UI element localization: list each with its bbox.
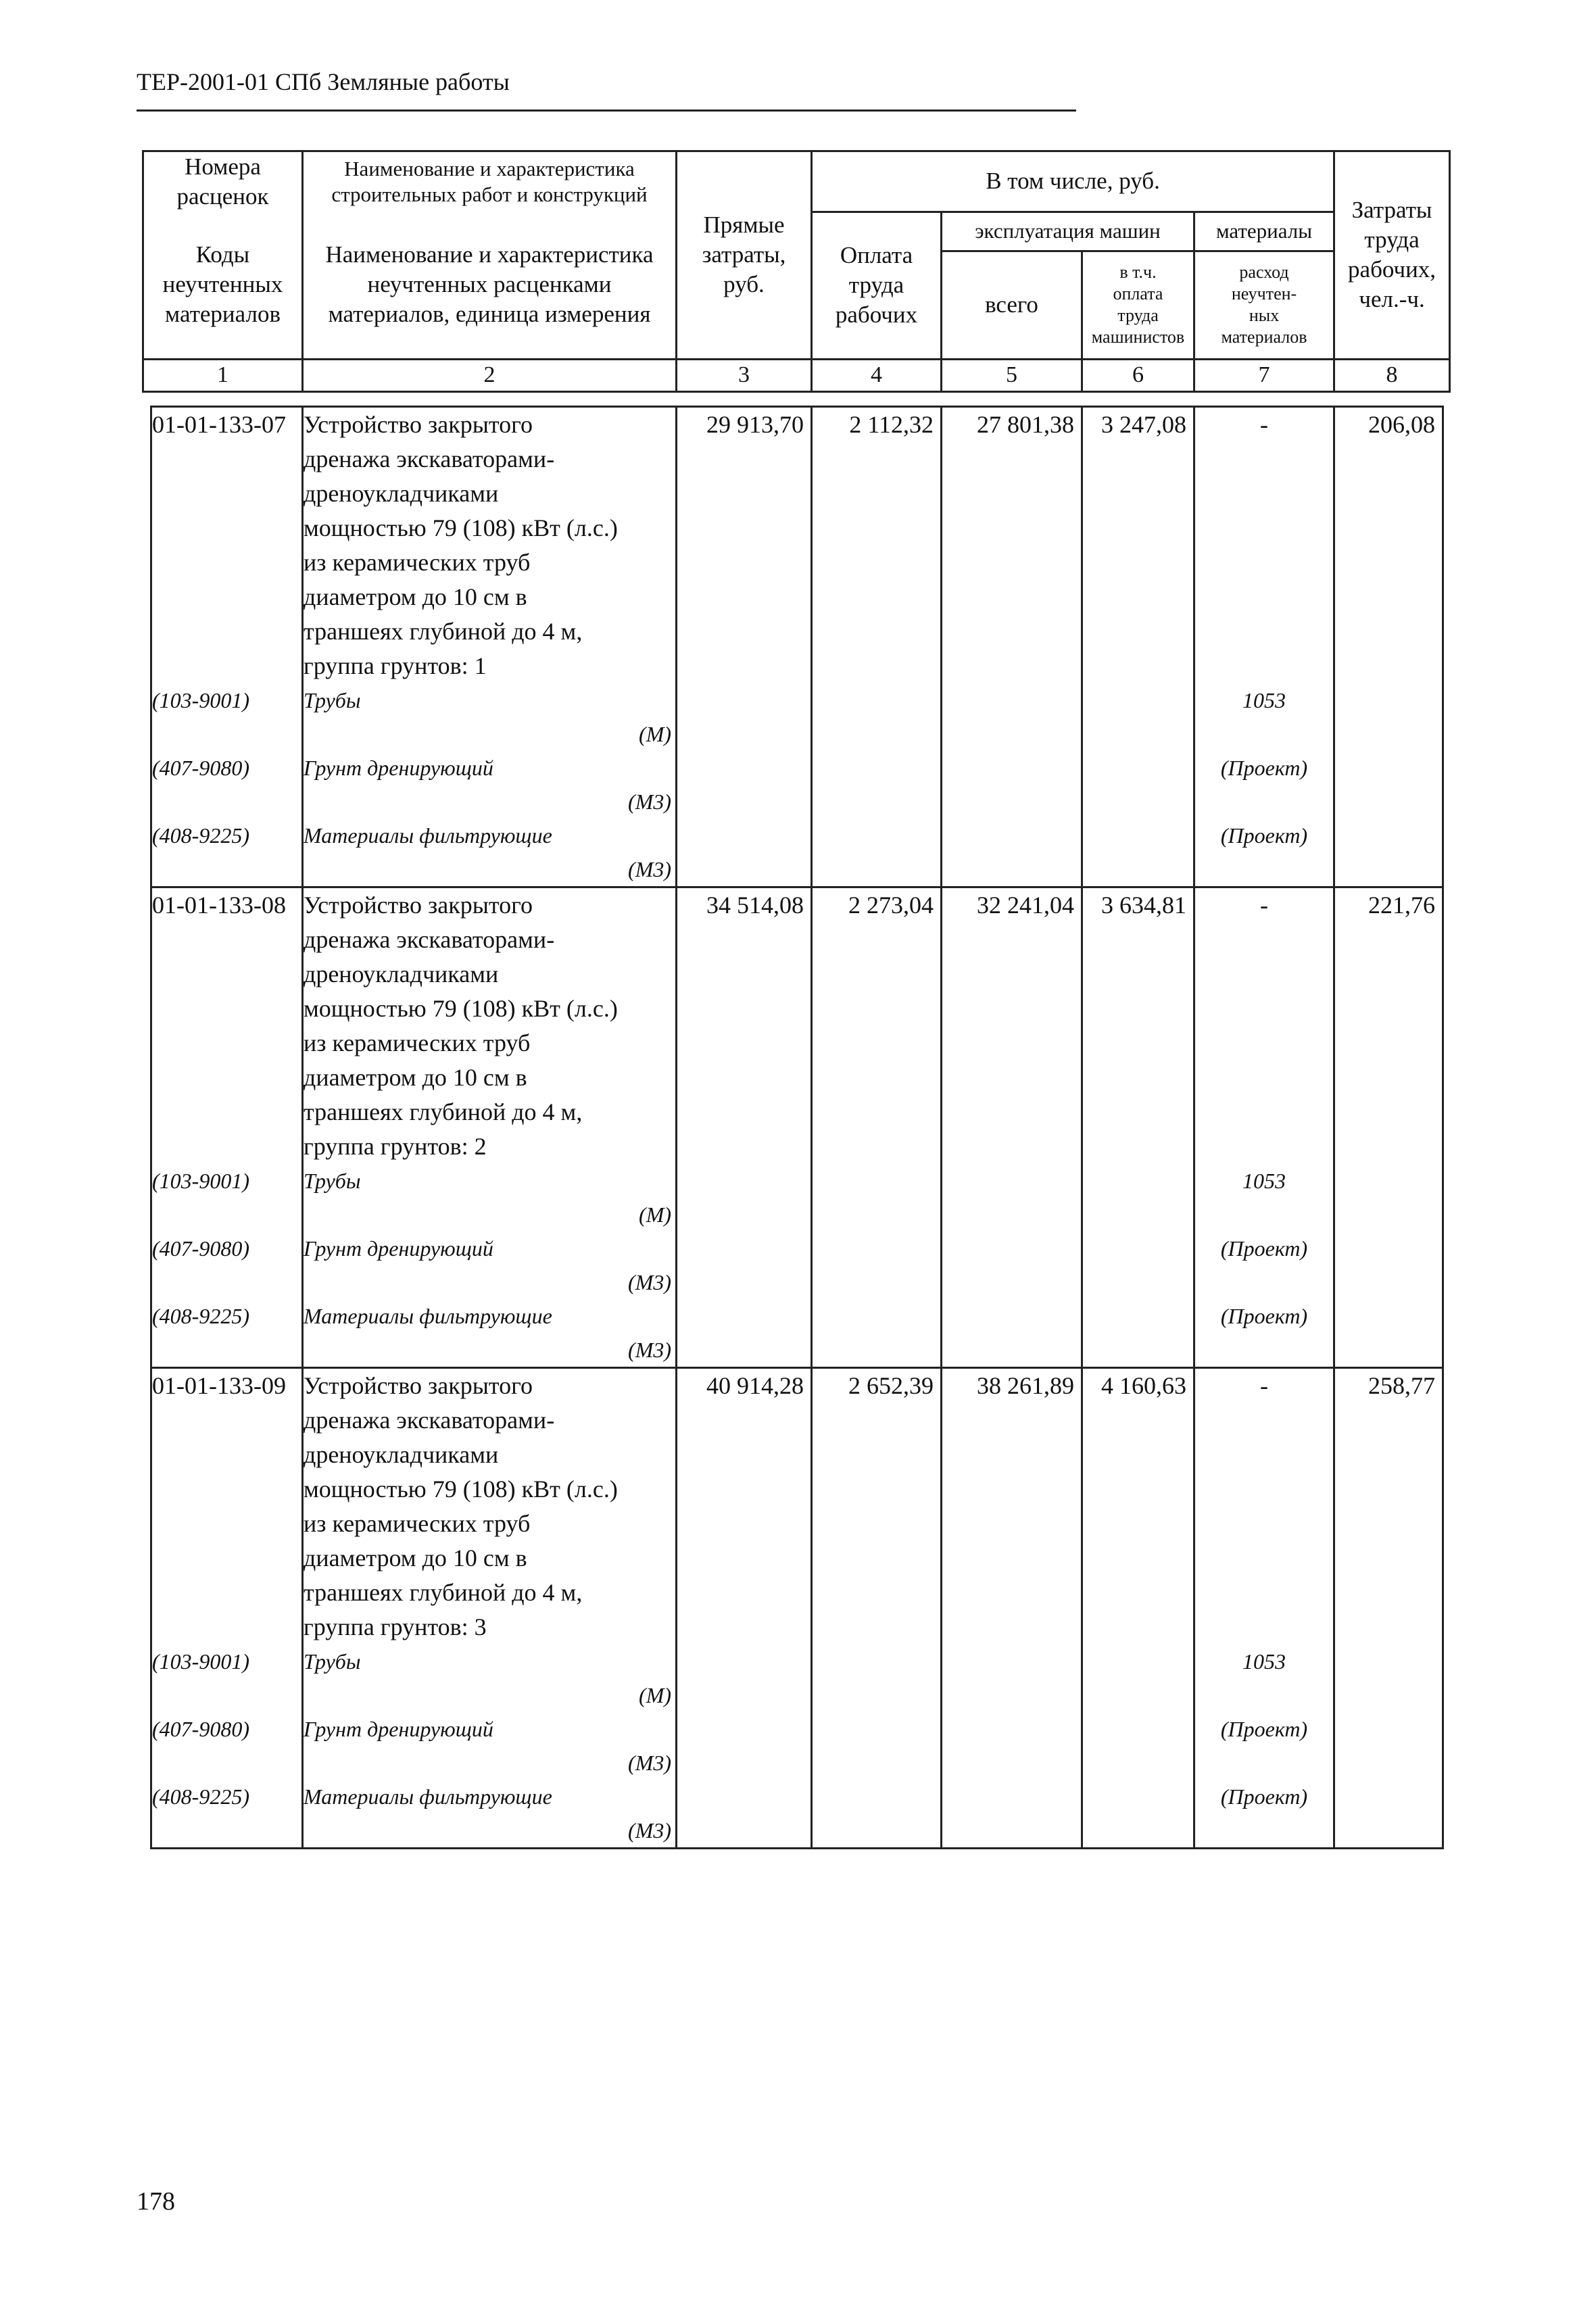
empty-cell xyxy=(942,1644,1082,1712)
description-line: дреноукладчиками xyxy=(304,1441,499,1468)
table-row xyxy=(151,1368,1443,1645)
rate-code: 01-01-133-08 xyxy=(151,887,303,1165)
operator-wages: 4 160,63 xyxy=(1082,1368,1194,1645)
description-line: траншеях глубиной до 4 м, xyxy=(304,1579,583,1606)
materials-cost: - xyxy=(1194,407,1334,684)
empty-cell xyxy=(942,819,1082,887)
material-name-text: Трубы xyxy=(304,1169,361,1193)
description-line: из керамических труб xyxy=(304,1510,531,1537)
description-line: дренажа экскаваторами- xyxy=(304,445,555,472)
empty-cell xyxy=(677,1780,812,1849)
material-code: (408-9225) xyxy=(151,1780,303,1849)
material-code: (408-9225) xyxy=(151,819,303,887)
empty-cell xyxy=(677,1712,812,1780)
material-unit: (М3) xyxy=(628,1338,671,1362)
machines-total: 27 801,38 xyxy=(942,407,1082,684)
empty-cell xyxy=(677,1164,812,1232)
worker-wages: 2 112,32 xyxy=(812,407,942,684)
empty-cell xyxy=(942,1232,1082,1299)
empty-cell xyxy=(1082,1644,1194,1712)
column-number: 1 xyxy=(143,359,303,391)
direct-costs: 34 514,08 xyxy=(677,887,812,1165)
empty-cell xyxy=(1082,1164,1194,1232)
column-number: 3 xyxy=(677,359,812,391)
empty-cell xyxy=(1334,1299,1443,1368)
material-quantity: (Проект) xyxy=(1194,1299,1334,1368)
description-line: группа грунтов: 3 xyxy=(304,1613,487,1640)
column-number: 7 xyxy=(1194,359,1334,391)
header-machines-total: всего xyxy=(942,251,1082,359)
description-line: Устройство закрытого xyxy=(304,411,533,438)
material-name xyxy=(303,1232,677,1299)
material-name-text: Материалы фильтрующие xyxy=(304,823,552,848)
empty-cell xyxy=(812,819,942,887)
empty-cell xyxy=(942,683,1082,751)
operator-wages: 3 247,08 xyxy=(1082,407,1194,684)
material-quantity: (Проект) xyxy=(1194,1712,1334,1780)
column-header-table xyxy=(142,150,1451,393)
empty-cell xyxy=(1334,1164,1443,1232)
material-row xyxy=(151,1780,1443,1849)
material-row xyxy=(151,1299,1443,1368)
description-line: дренажа экскаваторами- xyxy=(304,926,555,953)
material-code: (407-9080) xyxy=(151,1232,303,1299)
empty-cell xyxy=(677,1232,812,1299)
description-line: мощностью 79 (108) кВт (л.с.) xyxy=(304,995,618,1022)
header-unaccounted-codes: Коды неучтенных материалов xyxy=(143,212,303,359)
empty-cell xyxy=(812,1780,942,1849)
material-row xyxy=(151,1644,1443,1712)
worker-wages: 2 273,04 xyxy=(812,887,942,1165)
description-line: дреноукладчиками xyxy=(304,480,499,507)
work-description xyxy=(303,407,677,684)
header-group-including: В том числе, руб. xyxy=(812,151,1334,212)
material-name xyxy=(303,819,677,887)
material-name xyxy=(303,1164,677,1232)
column-number: 4 xyxy=(812,359,942,391)
column-number: 2 xyxy=(303,359,677,391)
material-name xyxy=(303,751,677,819)
description-line: диаметром до 10 см в xyxy=(304,1064,527,1091)
empty-cell xyxy=(812,1644,942,1712)
empty-cell xyxy=(1334,683,1443,751)
material-name-text: Грунт дренирующий xyxy=(304,756,493,780)
header-direct-costs: Прямые затраты, руб. xyxy=(677,151,812,360)
empty-cell xyxy=(677,1644,812,1712)
material-name-text: Материалы фильтрующие xyxy=(304,1304,552,1328)
empty-cell xyxy=(1334,1780,1443,1849)
empty-cell xyxy=(1334,1712,1443,1780)
empty-cell xyxy=(677,751,812,819)
empty-cell xyxy=(1334,751,1443,819)
work-description xyxy=(303,887,677,1165)
document-title: ТЕР-2001-01 СПб Земляные работы xyxy=(137,68,510,95)
work-description xyxy=(303,1368,677,1645)
material-quantity: (Проект) xyxy=(1194,1780,1334,1849)
material-name-text: Грунт дренирующий xyxy=(304,1236,493,1261)
material-name-text: Материалы фильтрующие xyxy=(304,1784,552,1809)
description-line: из керамических труб xyxy=(304,1029,531,1056)
rate-code: 01-01-133-09 xyxy=(151,1368,303,1645)
empty-cell xyxy=(1082,1299,1194,1368)
description-line: диаметром до 10 см в xyxy=(304,1544,527,1571)
description-line: мощностью 79 (108) кВт (л.с.) xyxy=(304,514,618,541)
material-code: (407-9080) xyxy=(151,751,303,819)
header-operator-wages: в т.ч. оплата труда машинистов xyxy=(1082,251,1194,359)
material-row xyxy=(151,1712,1443,1780)
material-quantity: (Проект) xyxy=(1194,819,1334,887)
material-unit: (М) xyxy=(639,722,671,746)
empty-cell xyxy=(1082,1712,1194,1780)
rate-code: 01-01-133-07 xyxy=(151,407,303,684)
description-line: Устройство закрытого xyxy=(304,892,533,919)
empty-cell xyxy=(942,751,1082,819)
material-quantity: 1053 xyxy=(1194,1644,1334,1712)
table-row xyxy=(151,887,1443,1165)
empty-cell xyxy=(677,683,812,751)
empty-cell xyxy=(1082,1780,1194,1849)
empty-cell xyxy=(1082,1232,1194,1299)
empty-cell xyxy=(812,751,942,819)
material-quantity: (Проект) xyxy=(1194,1232,1334,1299)
material-unit: (М3) xyxy=(628,1270,671,1294)
material-row xyxy=(151,751,1443,819)
material-row xyxy=(151,683,1443,751)
materials-cost: - xyxy=(1194,887,1334,1165)
worker-wages: 2 652,39 xyxy=(812,1368,942,1645)
material-code: (103-9001) xyxy=(151,1164,303,1232)
material-code: (407-9080) xyxy=(151,1712,303,1780)
description-line: дренажа экскаваторами- xyxy=(304,1407,555,1434)
description-line: Устройство закрытого xyxy=(304,1372,533,1399)
empty-cell xyxy=(942,1780,1082,1849)
empty-cell xyxy=(812,1299,942,1368)
labor-hours: 221,76 xyxy=(1334,887,1443,1165)
empty-cell xyxy=(812,1232,942,1299)
header-unaccounted-consumption: расход неучтен- ных материалов xyxy=(1194,251,1334,359)
material-unit: (М3) xyxy=(628,1751,671,1775)
empty-cell xyxy=(942,1712,1082,1780)
material-name-text: Трубы xyxy=(304,688,361,712)
direct-costs: 29 913,70 xyxy=(677,407,812,684)
labor-hours: 206,08 xyxy=(1334,407,1443,684)
material-row xyxy=(151,1164,1443,1232)
header-unaccounted-materials: Наименование и характеристика неучтенных расценками материалов, единица измерения xyxy=(303,212,677,359)
material-code: (408-9225) xyxy=(151,1299,303,1368)
machines-total: 38 261,89 xyxy=(942,1368,1082,1645)
description-line: диаметром до 10 см в xyxy=(304,583,527,610)
material-name xyxy=(303,1299,677,1368)
material-name xyxy=(303,683,677,751)
machines-total: 32 241,04 xyxy=(942,887,1082,1165)
material-unit: (М3) xyxy=(628,1818,671,1843)
column-number: 8 xyxy=(1334,359,1450,391)
empty-cell xyxy=(1082,819,1194,887)
material-code: (103-9001) xyxy=(151,1644,303,1712)
empty-cell xyxy=(1334,1644,1443,1712)
material-quantity: 1053 xyxy=(1194,683,1334,751)
empty-cell xyxy=(942,1164,1082,1232)
materials-cost: - xyxy=(1194,1368,1334,1645)
material-unit: (М) xyxy=(639,1683,671,1707)
empty-cell xyxy=(677,1299,812,1368)
empty-cell xyxy=(677,819,812,887)
page-number: 178 xyxy=(137,2187,175,2216)
material-row xyxy=(151,1232,1443,1299)
material-unit: (М3) xyxy=(628,789,671,814)
empty-cell xyxy=(1334,1232,1443,1299)
material-name xyxy=(303,1644,677,1712)
material-unit: (М) xyxy=(639,1202,671,1227)
empty-cell xyxy=(812,1712,942,1780)
material-name xyxy=(303,1780,677,1849)
description-line: группа грунтов: 1 xyxy=(304,652,487,679)
description-line: траншеях глубиной до 4 м, xyxy=(304,1098,583,1125)
header-materials: материалы xyxy=(1194,212,1334,251)
material-row xyxy=(151,819,1443,887)
material-name-text: Трубы xyxy=(304,1649,361,1674)
table-row xyxy=(151,407,1443,684)
description-line: траншеях глубиной до 4 м, xyxy=(304,618,583,645)
material-code: (103-9001) xyxy=(151,683,303,751)
title-underline xyxy=(137,109,1076,112)
material-quantity: 1053 xyxy=(1194,1164,1334,1232)
description-line: группа грунтов: 2 xyxy=(304,1133,487,1160)
empty-cell xyxy=(812,1164,942,1232)
description-line: из керамических труб xyxy=(304,549,531,576)
header-labor-hours: Затраты труда рабочих, чел.-ч. xyxy=(1334,151,1450,360)
header-worker-wages: Оплата труда рабочих xyxy=(812,212,942,359)
description-line: дреноукладчиками xyxy=(304,960,499,988)
empty-cell xyxy=(1082,683,1194,751)
direct-costs: 40 914,28 xyxy=(677,1368,812,1645)
operator-wages: 3 634,81 xyxy=(1082,887,1194,1165)
material-name-text: Грунт дренирующий xyxy=(304,1717,493,1741)
labor-hours: 258,77 xyxy=(1334,1368,1443,1645)
header-work-description: Наименование и характеристика строительных работ и конструкций xyxy=(303,151,677,212)
column-number: 5 xyxy=(942,359,1082,391)
header-machine-operation: эксплуатация машин xyxy=(942,212,1194,251)
empty-cell xyxy=(1082,751,1194,819)
column-number: 6 xyxy=(1082,359,1194,391)
description-line: мощностью 79 (108) кВт (л.с.) xyxy=(304,1476,618,1503)
rates-table xyxy=(150,406,1444,1849)
empty-cell xyxy=(942,1299,1082,1368)
material-unit: (М3) xyxy=(628,857,671,881)
empty-cell xyxy=(812,683,942,751)
empty-cell xyxy=(1334,819,1443,887)
material-quantity: (Проект) xyxy=(1194,751,1334,819)
header-rate-numbers: Номера расценок xyxy=(143,151,303,212)
material-name xyxy=(303,1712,677,1780)
